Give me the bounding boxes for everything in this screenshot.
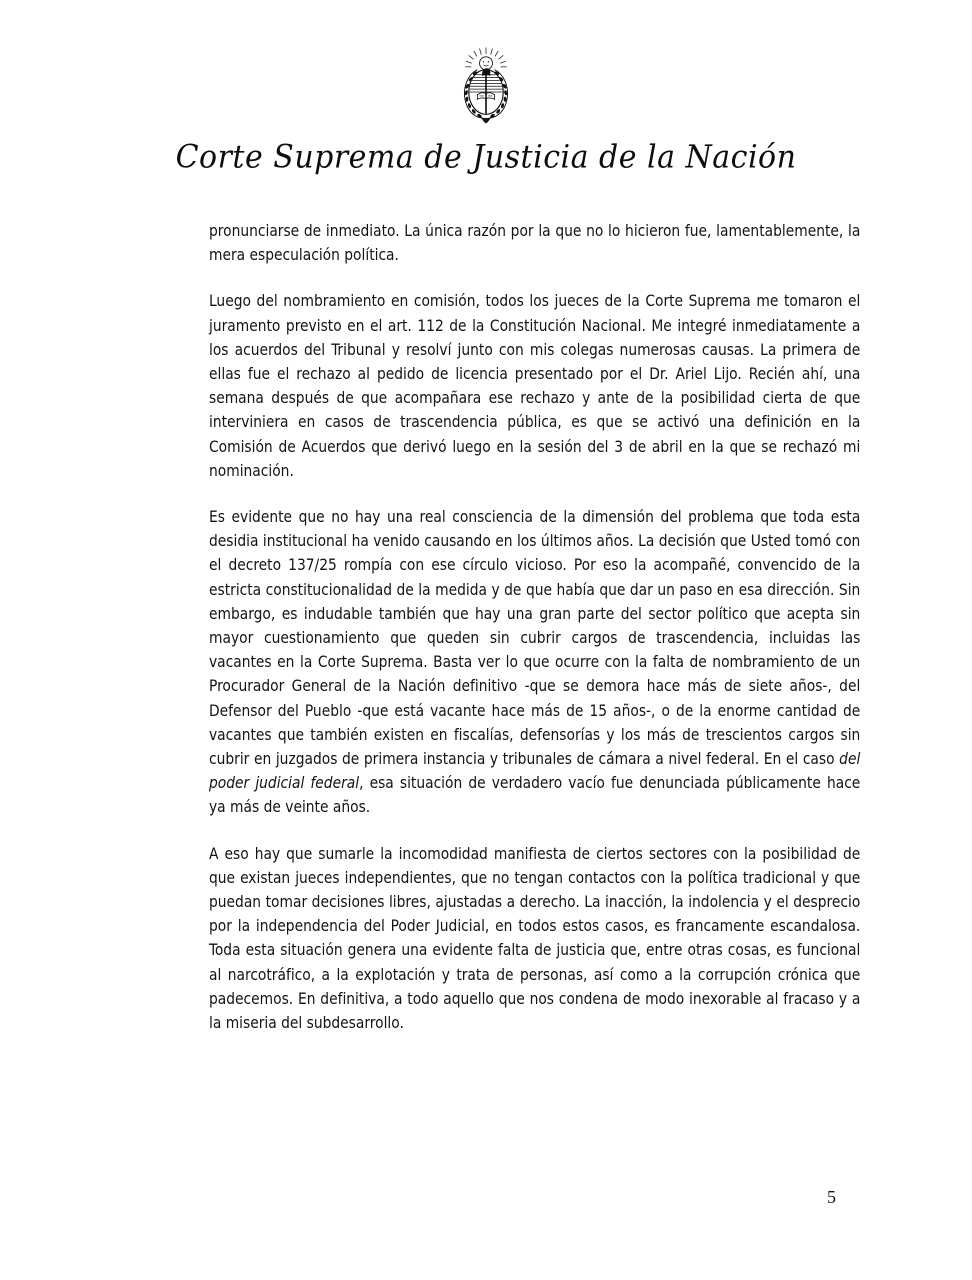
argentine-coat-of-arms-icon [450,0,522,138]
letterhead [0,0,972,175]
court-title: Corte Suprema de Justicia de la Nación [175,138,797,177]
page-number: 5 [827,1187,836,1207]
paragraph-4: A eso hay que sumarle la incomodidad manifiesta de ciertos sectores con la posibilidad de que existan jueces independientes, que no tengan contactos con la política tradicional y que puedan tomar decisiones libres, ajustadas a derecho. La inacción, la indolencia y el desprecio por la independencia del Poder Judicial, en todos estos casos, es francamente escandalosa. Toda esta situación genera una evidente falta de justicia que, entre otras cosas, es funcional al narcotráfico, a la explotación y trata de personas, así como a la corrupción crónica que padecemos. En definitiva, a todo aquello que nos condena de modo inexorable al fracaso y a la miseria del subdesarrollo. [209,843,861,1033]
paragraph-3-text-after-italic: , esa situación de verdadero vacío fue denunciada públicamente hace ya más de veinte años. [209,773,861,817]
paragraph-3 [209,505,860,820]
paragraph-2: Luego del nombramiento en comisión, todos los jueces de la Corte Suprema me tomaron el juramento previsto en el art. 112 de la Constitución Nacional. Me integré inmediatamente a los acuerdos del Tribunal y resolví junto con mis colegas numerosas causas. La primera de ellas fue el rechazo al pedido de licencia presentado por el Dr. Ariel Lijo. Recién ahí, una semana después de que acompañara ese rechazo y ante de la posibilidad cierta de que interviniera en casos de trascendencia pública, es que se activó una definición en la Comisión de Acuerdos que derivó luego en la sesión del 3 de abril en la que se rechazó mi nominación. [209,291,861,480]
paragraph-3-text-before-italic: Es evidente que no hay una real consciencia de la dimensión del problema que toda esta desidia institucional ha venido causando en los últimos años. La decisión que Usted tomó con el decreto 137/25 rompía con ese círculo vicioso. Por eso la acompañé, convencido de la estricta constitucionalidad de la medida y de que había que dar un paso en esa dirección. Sin embargo, es indudable también que hay una gran parte del sector político que acepta sin mayor cuestionamiento que queden sin cubrir cargos de trascendencia, incluidas las vacantes en la Corte Suprema. Basta ver lo que ocurre con la falta de nombramiento de un Procurador General de la Nación definitivo -que se demora hace más de siete años-, del Defensor del Pueblo -que está vacante hace más de 15 años-, o de la enorme cantidad de vacantes que también existen en fiscalías, defensorías y los más de trescientos cargos sin cubrir en juzgados de primera instancia y tribunales de cámara a nivel federal. En el caso [209,507,861,769]
document-body [209,219,861,1035]
paragraph-1: pronunciarse de inmediato. La única razón por la que no lo hicieron fue, lamentablemente, la mera especulación política. [209,221,861,265]
paragraph-3-italic-phrase: del poder judicial federal [209,749,861,793]
